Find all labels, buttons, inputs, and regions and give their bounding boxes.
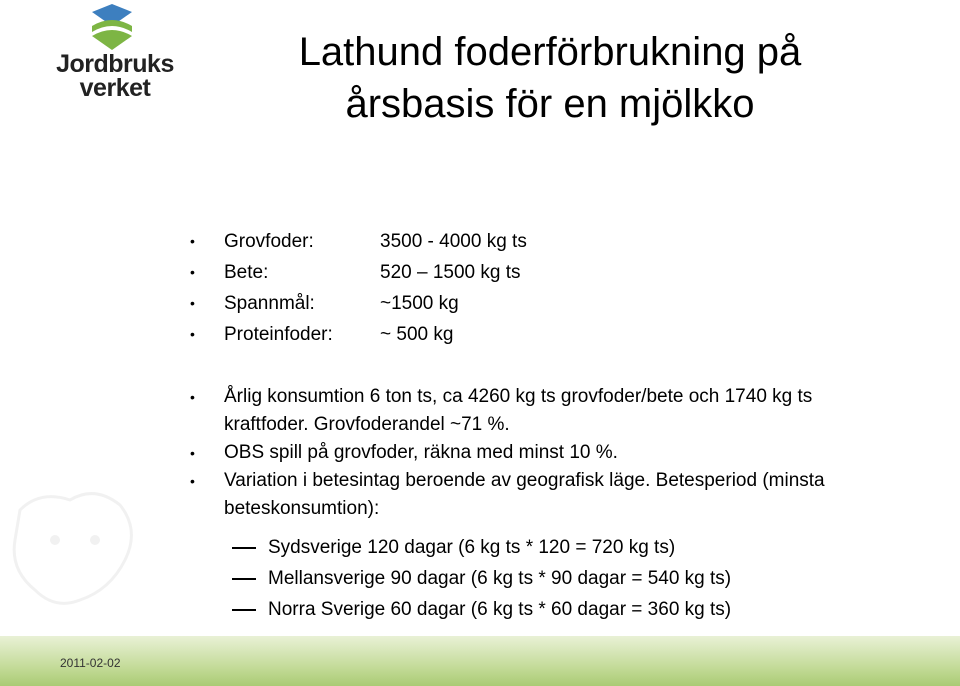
feed-value: 3500 - 4000 kg ts <box>380 231 527 252</box>
region-text: Norra Sverige 60 dagar (6 kg ts * 60 dagar = 360 kg ts) <box>268 599 732 620</box>
feed-label: Spannmål: <box>224 293 315 314</box>
region-item <box>232 563 731 594</box>
feed-label: Bete: <box>224 262 269 283</box>
bullet-icon: • <box>190 233 195 249</box>
bullet-icon: • <box>190 264 195 280</box>
feed-label: Proteinfoder: <box>224 324 333 345</box>
dash-icon <box>232 547 256 549</box>
feed-value: 520 – 1500 kg ts <box>380 262 521 283</box>
cow-watermark-icon <box>0 470 160 640</box>
title-line2: årsbasis för en mjölkko <box>345 82 755 126</box>
bullet-icon: • <box>190 295 195 311</box>
region-text: Sydsverige 120 dagar (6 kg ts * 120 = 720 kg ts) <box>268 537 676 558</box>
logo-line2: verket <box>79 74 151 102</box>
jordbruksverket-logo <box>48 4 178 104</box>
page-title <box>170 26 930 130</box>
footer-band <box>0 636 960 686</box>
dash-icon <box>232 609 256 611</box>
bullet-icon: • <box>190 445 195 461</box>
region-text: Mellansverige 90 dagar (6 kg ts * 90 dagar = 540 kg ts) <box>268 568 732 589</box>
note-item <box>190 467 890 523</box>
title-line1: Lathund foderförbrukning på <box>298 30 802 74</box>
note-text: Årlig konsumtion 6 ton ts, ca 4260 kg ts grovfoder/bete och 1740 kg ts kraftfoder. Grovfoderandel ~71 %. <box>224 386 813 435</box>
note-item <box>190 383 890 439</box>
bullet-icon: • <box>190 473 195 489</box>
logo-emblem-icon <box>88 4 136 52</box>
logo-line1: Jordbruks <box>56 50 174 78</box>
feed-value: ~1500 kg <box>380 293 459 314</box>
dash-icon <box>232 578 256 580</box>
bullet-icon: • <box>190 326 195 342</box>
notes-list <box>190 383 890 523</box>
bullet-icon: • <box>190 389 195 405</box>
region-item <box>232 594 731 625</box>
note-item <box>190 439 890 467</box>
feed-value: ~ 500 kg <box>380 324 454 345</box>
feed-label: Grovfoder: <box>224 231 314 252</box>
footer-date: 2011-02-02 <box>60 656 121 670</box>
region-item <box>232 532 731 563</box>
logo-wordmark <box>52 52 178 100</box>
region-list <box>232 532 731 625</box>
note-text: Variation i betesintag beroende av geografisk läge. Betesperiod (minsta beteskonsumtion): <box>224 470 825 519</box>
note-text: OBS spill på grovfoder, räkna med minst 10 %. <box>224 442 618 463</box>
